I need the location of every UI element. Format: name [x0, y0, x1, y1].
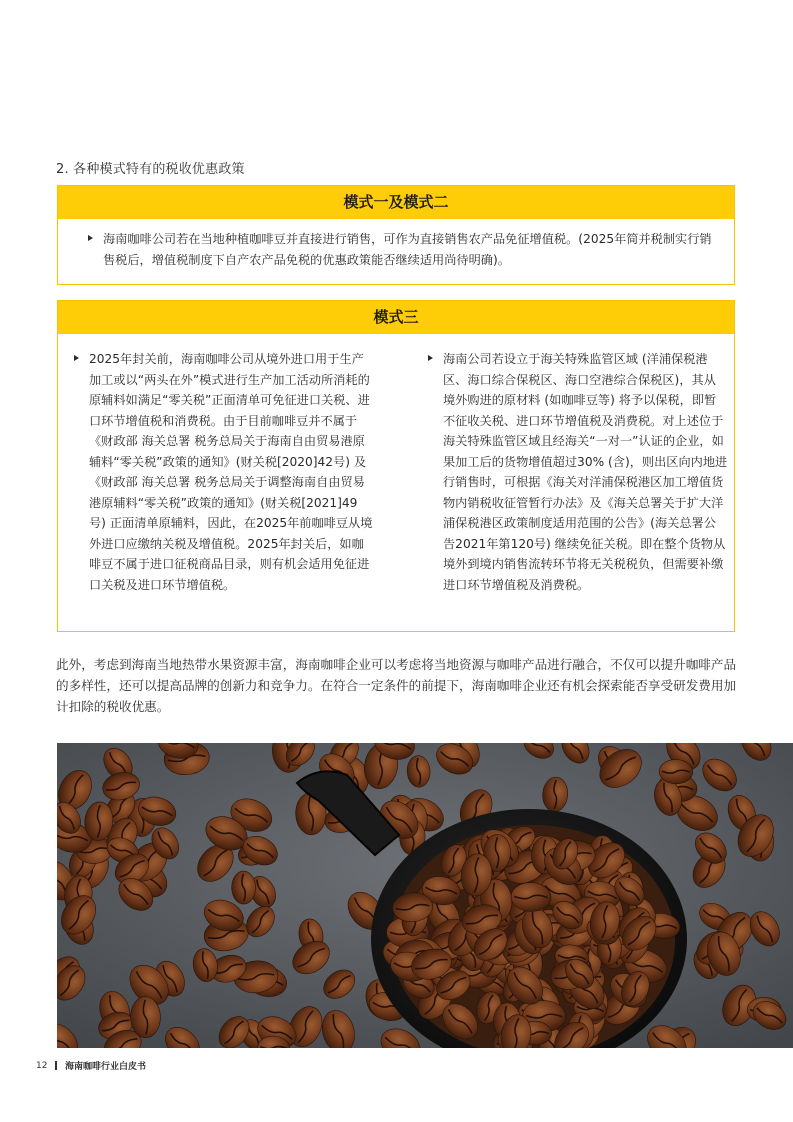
bullet-item	[88, 229, 718, 270]
page-footer	[36, 1059, 146, 1072]
policy-box-mode-3	[57, 300, 735, 632]
body-paragraph: 此外，考虑到海南当地热带水果资源丰富，海南咖啡企业可以考虑将当地资源与咖啡产品进行融合，不仅可以提升咖啡产品的多样性，还可以提高品牌的创新力和竞争力。在符合一定条件的前提下，海南咖啡企业还有机会探索能否享受研发费用加计扣除的税收优惠。	[56, 657, 737, 714]
coffee-beans-illustration	[57, 743, 793, 1048]
box-header-mode-1-2: 模式一及模式二	[58, 186, 734, 219]
right-column	[428, 349, 728, 595]
bullet-text: 海南咖啡公司若在当地种植咖啡豆并直接进行销售，可作为直接销售农产品免征增值税。(2025年简并税制实行销售税后，增值税制度下自产农产品免税的优惠政策能否继续适用尚待明确)。	[103, 232, 712, 267]
bullet-triangle-icon	[428, 355, 433, 361]
coffee-bean	[130, 996, 161, 1038]
coffee-bean	[231, 871, 255, 904]
bullet-triangle-icon	[74, 355, 79, 361]
section-heading: 2. 各种模式特有的税收优惠政策	[56, 162, 245, 177]
bullet-item	[74, 349, 374, 595]
page-number: 12	[36, 1060, 48, 1071]
policy-box-mode-1-2	[57, 185, 735, 285]
footer-divider	[55, 1061, 57, 1070]
bullet-triangle-icon	[88, 235, 93, 241]
bullet-text: 2025年封关前，海南咖啡公司从境外进口用于生产加工或以“两头在外”模式进行生产加工活动所消耗的原辅料如满足“零关税”正面清单可免征进口关税、进口环节增值税和消费税。由于目前咖啡豆并不属于《财政部 海关总署 税务总局关于海南自由贸易港原辅料“零关税”政策的通知》(财关税[2020]42号) 及《财政部 海关总署 税务总局关于调整海南自由贸易港原辅料“零关税”政策的通知》(财关税[2021]49号) 正面清单原辅料，因此，在2025年前咖啡豆从境外进口应缴纳关税及增值税。2025年封关后，如咖啡豆不属于进口征税商品目录，则有机会适用免征进口关税及进口环节增值税。	[89, 352, 373, 592]
box-header-mode-3: 模式三	[58, 301, 734, 334]
left-column	[74, 349, 374, 595]
document-title: 海南咖啡行业白皮书	[64, 1062, 146, 1072]
bullet-text: 海南公司若设立于海关特殊监管区域 (洋浦保税港区、海口综合保税区、海口空港综合保税区)，其从境外购进的原材料 (如咖啡豆等) 将予以保税，即暂不征收关税、进口环节增值税及消费税。对上述位于海关特殊监管区域且经海关“一对一”认证的企业，如果加工后的货物增值超过30% (含)，则出区向内地进行销售时，可根据《海关对洋浦保税港区加工增值货物内销税收征管暂行办法》及《海关总署关于扩大洋浦保税港区政策制度适用范围的公告》(海关总署公告2021年第120号) 继续免征关税。即在整个货物从境外到境内销售流转环节将无关税税负，但需要补缴进口环节增值税及消费税。	[443, 352, 728, 592]
bullet-item	[428, 349, 728, 595]
coffee-beans-photo	[57, 743, 793, 1048]
